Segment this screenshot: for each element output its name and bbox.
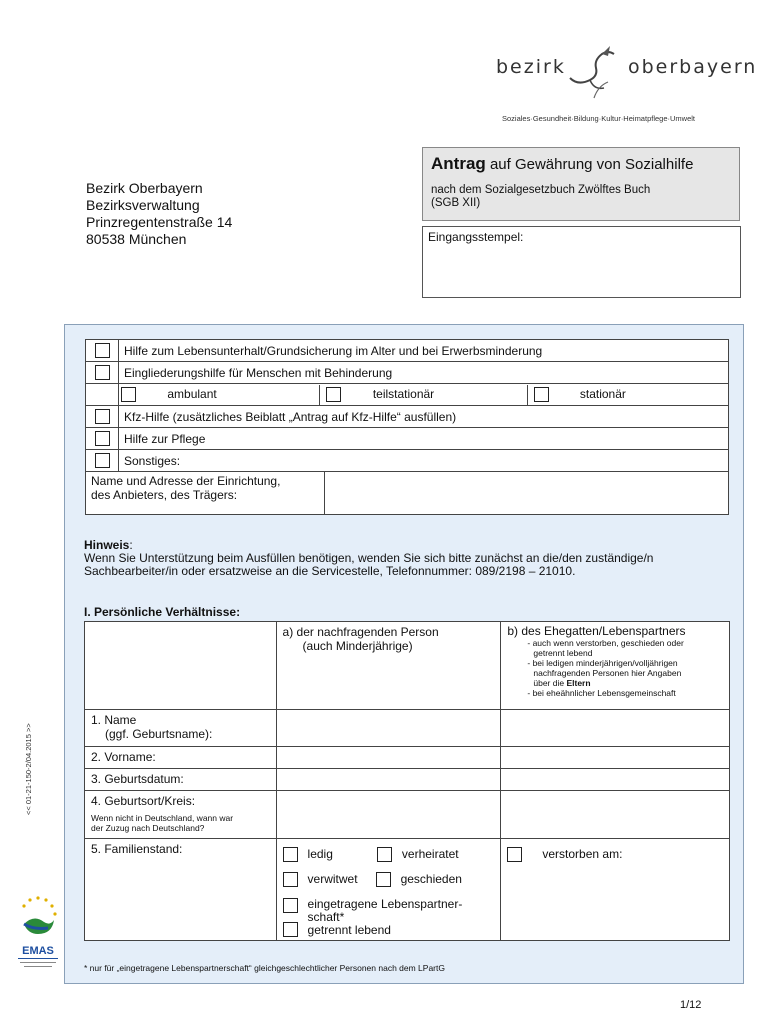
checkbox-getrennt-lebend[interactable] — [283, 922, 298, 937]
row-label-geburtsdatum: 3. Geburtsdatum: — [85, 769, 277, 791]
receipt-stamp-field[interactable] — [422, 226, 741, 298]
stamp-label: Eingangsstempel: — [428, 230, 524, 244]
column-b-note: - auch wenn verstorben, geschieden oder — [527, 638, 684, 648]
column-b-note: - bei eheähnlicher Lebensgemeinschaft — [527, 688, 676, 698]
checkbox-stationaer[interactable] — [534, 387, 549, 402]
option-label: teilstationär — [372, 386, 435, 401]
address-line: 80538 München — [86, 231, 187, 247]
option-label: verstorben am: — [542, 847, 623, 861]
hint-colon: : — [129, 538, 133, 552]
footnote: * nur für „eingetragene Lebenspartnerschaft“ gleichgeschlechtlicher Personen nach dem LPartG — [84, 963, 445, 973]
checkbox-verwitwet[interactable] — [283, 872, 298, 887]
option-label: geschieden — [400, 872, 462, 886]
column-b-note-eltern: Eltern — [566, 678, 591, 688]
vorname-field-b[interactable] — [501, 747, 730, 769]
title-subline: (SGB XII) — [431, 197, 481, 209]
emas-text: EMAS — [22, 945, 54, 957]
page-number: 1/12 — [680, 999, 702, 1011]
checkbox-lebensunterhalt[interactable] — [95, 343, 110, 358]
logo-text-left: bezirk — [496, 56, 566, 78]
option-label: getrennt lebend — [307, 922, 391, 937]
checkbox-sonstiges[interactable] — [95, 453, 110, 468]
column-b-header: b) des Ehegatten/Lebenspartners — [507, 624, 686, 638]
vorname-field-a[interactable] — [276, 747, 501, 769]
row-label-name: 1. Name — [91, 713, 137, 727]
emas-logo — [14, 894, 62, 966]
hint-text: Wenn Sie Unterstützung beim Ausfüllen benötigen, wenden Sie sich bitte zunächst an die/den zuständige/n — [84, 551, 654, 565]
checkbox-geschieden[interactable] — [376, 872, 391, 887]
geburtsdatum-field-a[interactable] — [276, 769, 501, 791]
checkbox-ambulant[interactable] — [121, 387, 136, 402]
section-title: I. Persönliche Verhältnisse: — [84, 605, 241, 619]
name-field-b[interactable] — [501, 710, 730, 747]
help-item-label: Kfz-Hilfe (zusätzliches Beiblatt „Antrag auf Kfz-Hilfe“ ausfüllen) — [119, 406, 729, 428]
option-label: stationär — [579, 386, 626, 401]
help-item-label: Hilfe zur Pflege — [119, 428, 729, 450]
title-rest: auf Gewährung von Sozialhilfe — [485, 156, 694, 173]
title-bold: Antrag — [431, 154, 486, 173]
emas-stars-icon — [14, 894, 62, 942]
column-a-subheader: (auch Minderjährige) — [302, 639, 413, 653]
logo-swan-icon — [564, 42, 626, 102]
form-code — [22, 715, 40, 815]
address-line: Bezirksverwaltung — [86, 197, 200, 213]
personal-details-table — [84, 621, 730, 941]
option-label: schaft* — [307, 910, 345, 924]
option-label: verheiratet — [401, 847, 459, 861]
option-label: ambulant — [167, 386, 217, 401]
form-title-box — [422, 147, 740, 221]
checkbox-eingliederungshilfe[interactable] — [95, 365, 110, 380]
option-label: verwitwet — [307, 872, 358, 886]
address-line: Bezirk Oberbayern — [86, 180, 203, 196]
address-line: Prinzregentenstraße 14 — [86, 214, 233, 230]
geburtsort-field-b[interactable] — [501, 791, 730, 839]
geburtsort-note: der Zuzug nach Deutschland? — [91, 823, 205, 833]
hint-text: Sachbearbeiter/in oder ersatzweise an die Servicestelle, Telefonnummer: 089/2198 – 21010. — [84, 564, 576, 578]
checkbox-verstorben[interactable] — [507, 847, 522, 862]
facility-address-field[interactable] — [324, 472, 728, 514]
recipient-address — [86, 180, 232, 248]
logo-text-right: oberbayern — [628, 56, 758, 78]
geburtsort-field-a[interactable] — [276, 791, 501, 839]
help-type-table — [85, 339, 729, 515]
facility-label: Name und Adresse der Einrichtung, — [91, 474, 281, 488]
name-field-a[interactable] — [276, 710, 501, 747]
checkbox-hilfe-zur-pflege[interactable] — [95, 431, 110, 446]
column-b-note: über die — [533, 678, 567, 688]
column-a-header: a) der nachfragenden Person — [282, 625, 439, 639]
form-code-text: << 01-21-150-2/04.2015 >> — [24, 723, 33, 815]
column-b-note: nachfragenden Personen hier Angaben — [533, 668, 682, 678]
hint-block — [84, 539, 724, 578]
help-item-label: Eingliederungshilfe für Menschen mit Behinderung — [119, 362, 729, 384]
option-label: eingetragene Lebenspartner- — [307, 897, 463, 911]
option-label: ledig — [307, 847, 333, 861]
row-label-birthname: (ggf. Geburtsname): — [105, 727, 213, 741]
checkbox-ledig[interactable] — [283, 847, 298, 862]
row-label-geburtsort: 4. Geburtsort/Kreis: — [91, 794, 196, 808]
bezirk-logo — [496, 42, 758, 102]
column-b-note: getrennt lebend — [533, 648, 593, 658]
checkbox-kfz-hilfe[interactable] — [95, 409, 110, 424]
facility-label: des Anbieters, des Trägers: — [91, 488, 238, 502]
logo-tagline: Soziales·Gesundheit·Bildung·Kultur·Heimatpflege·Umwelt — [502, 114, 696, 123]
checkbox-eingetragene-lebenspartnerschaft[interactable] — [283, 898, 298, 913]
column-b-note: - bei ledigen minderjährigen/volljährigen — [527, 658, 678, 668]
checkbox-verheiratet[interactable] — [377, 847, 392, 862]
checkbox-teilstationaer[interactable] — [326, 387, 341, 402]
geburtsdatum-field-b[interactable] — [501, 769, 730, 791]
row-label-vorname: 2. Vorname: — [85, 747, 277, 769]
row-label-familienstand: 5. Familienstand: — [85, 839, 277, 941]
help-item-label: Hilfe zum Lebensunterhalt/Grundsicherung im Alter und bei Erwerbsminderung — [119, 340, 729, 362]
geburtsort-note: Wenn nicht in Deutschland, wann war — [91, 813, 234, 823]
hint-title: Hinweis — [84, 538, 130, 552]
help-item-label: Sonstiges: — [119, 450, 729, 472]
title-subline: nach dem Sozialgesetzbuch Zwölftes Buch — [431, 184, 651, 196]
form-panel — [64, 324, 744, 984]
